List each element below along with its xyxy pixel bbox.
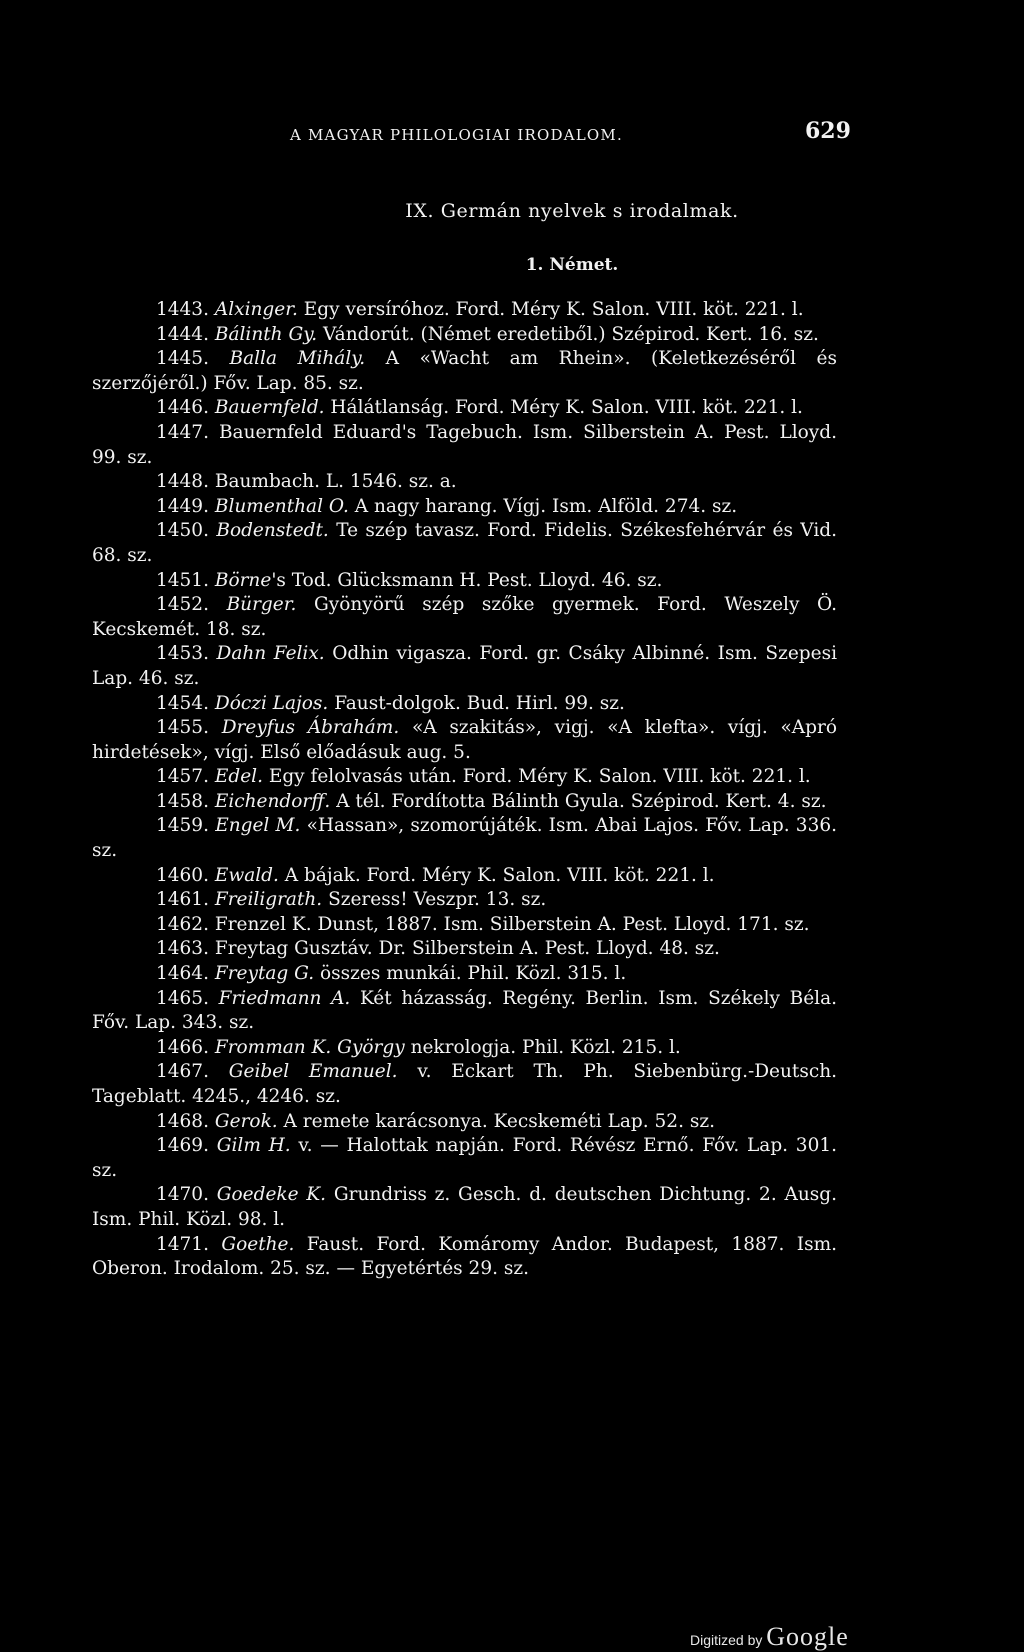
entry-number: 1447. — [156, 421, 209, 443]
bibliography-entry — [92, 421, 837, 470]
bibliography-entry — [92, 1183, 837, 1232]
entry-author: Bürger. — [226, 594, 297, 616]
bibliography-entry — [92, 519, 837, 568]
bibliography-entry — [92, 470, 837, 495]
entry-author: Fromman K. György — [214, 1036, 405, 1058]
bibliography-entry — [92, 1233, 837, 1282]
entry-number: 1448. — [156, 471, 209, 493]
bibliography-list — [92, 298, 837, 1282]
entry-author: Bauernfeld. — [214, 397, 325, 419]
chapter-title-text: IX. Germán nyelvek s irodalmak. — [405, 200, 739, 222]
entry-number: 1470. — [156, 1184, 209, 1206]
entry-number: 1449. — [156, 495, 209, 517]
entry-author: Freytag G. — [214, 963, 315, 985]
entry-text: Egy versíróhoz. Ford. Méry K. Salon. VIII. köt. 221. l. — [297, 299, 804, 320]
entry-author: Ewald. — [214, 864, 279, 886]
entry-author: Bálinth Gy. — [214, 323, 318, 345]
entry-author: Edel. — [214, 766, 263, 788]
bibliography-entry — [92, 913, 837, 938]
entry-author: Blumenthal O. — [214, 495, 349, 517]
entry-text: v. — Halottak napján. Ford. Révész Ernő. Főv. Lap. 301. sz. — [92, 1135, 837, 1181]
entry-author: Alxinger. — [214, 299, 298, 320]
running-title: A MAGYAR PHILOLOGIAI IRODALOM. — [290, 126, 623, 144]
entry-text: Faust-dolgok. Bud. Hirl. 99. sz. — [328, 692, 625, 714]
bibliography-entry — [92, 937, 837, 962]
entry-text: Faust. Ford. Komáromy Andor. Budapest, 1887. Ism. Oberon. Irodalom. 25. sz. — Egyetértés 29. sz. — [92, 1233, 837, 1280]
bibliography-entry — [92, 814, 837, 863]
section-title-text: 1. Német. — [525, 255, 619, 275]
entry-text: A «Wacht am Rhein». (Keletkezéséről és szerzőjéről.) Főv. Lap. 85. sz. — [92, 348, 837, 394]
entry-number: 1468. — [156, 1110, 209, 1132]
bibliography-entry — [92, 396, 837, 421]
entry-text: «Hassan», szomorújáték. Ism. Abai Lajos. Főv. Lap. 336. sz. — [92, 815, 837, 862]
entry-author: Dahn Felix. — [216, 643, 325, 665]
entry-text: Gyönyörű szép szőke gyermek. Ford. Weszely Ö. Kecskemét. 18. sz. — [92, 594, 837, 640]
entry-author: Geibel Emanuel. — [228, 1061, 398, 1083]
bibliography-entry — [92, 692, 837, 717]
entry-number: 1469. — [156, 1135, 209, 1157]
entry-text: Hálátlanság. Ford. Méry K. Salon. VIII. köt. 221. l. — [324, 397, 803, 419]
bibliography-entry — [92, 495, 837, 520]
page-number: 629 — [805, 118, 851, 144]
entry-text: Egy felolvasás után. Ford. Méry K. Salon. VIII. köt. 221. l. — [262, 766, 811, 788]
entry-text: A tél. Fordította Bálinth Gyula. Szépirod. Kert. 4. sz. — [330, 790, 827, 812]
entry-author: Engel M. — [215, 815, 301, 837]
entry-number: 1453. — [156, 643, 209, 665]
entry-text: Bauernfeld Eduard's Tagebuch. Ism. Silberstein A. Pest. Lloyd. 99. sz. — [92, 421, 837, 468]
entry-author: Dreyfus Ábrahám. — [221, 717, 400, 739]
entry-text: Odhin vigasza. Ford. gr. Csáky Albinné. Ism. Szepesi Lap. 46. sz. — [92, 643, 837, 689]
entry-author: Börne — [214, 569, 272, 591]
entry-number: 1457. — [156, 766, 209, 788]
bibliography-entry — [92, 864, 837, 889]
entry-author: Gilm H. — [216, 1135, 291, 1157]
entry-text: A remete karácsonya. Kecskeméti Lap. 52. sz. — [277, 1110, 715, 1132]
entry-number: 1446. — [156, 397, 209, 419]
google-logo: Google — [766, 1622, 849, 1651]
bibliography-entry — [92, 323, 837, 348]
bibliography-entry — [92, 765, 837, 790]
entry-text: A bájak. Ford. Méry K. Salon. VIII. köt. 221. l. — [278, 864, 715, 886]
entry-text: Freytag Gusztáv. Dr. Silberstein A. Pest. Lloyd. 48. sz. — [214, 938, 720, 960]
entry-text: A nagy harang. Vígj. Ism. Alföld. 274. sz. — [348, 495, 738, 517]
entry-text: «A szakitás», vigj. «A klefta». vígj. «Apró hirdetések», vígj. Első előadásuk aug. 5. — [92, 717, 837, 763]
digitized-by-footer — [690, 1622, 849, 1652]
entry-author: Friedmann A. — [218, 987, 351, 1009]
bibliography-entry — [92, 347, 837, 396]
bibliography-entry — [92, 716, 837, 765]
entry-number: 1471. — [156, 1233, 209, 1255]
entry-number: 1452. — [156, 594, 209, 616]
entry-text: nekrologja. Phil. Közl. 215. l. — [404, 1036, 681, 1058]
entry-number: 1444. — [156, 323, 209, 345]
entry-author: Eichendorff. — [214, 790, 331, 812]
entry-author: Balla Mihály. — [229, 348, 366, 370]
entry-author: Gerok. — [214, 1110, 278, 1132]
entry-number: 1461. — [156, 889, 209, 911]
bibliography-entry — [92, 1134, 837, 1183]
entry-number: 1467. — [156, 1061, 209, 1083]
entry-author: Goedeke K. — [216, 1184, 327, 1206]
section-title — [0, 255, 1024, 275]
entry-number: 1462. — [156, 913, 209, 935]
entry-text: Te szép tavasz. Ford. Fidelis. Székesfehérvár és Vid. 68. sz. — [92, 520, 837, 566]
entry-text: Frenzel K. Dunst, 1887. Ism. Silberstein A. Pest. Lloyd. 171. sz. — [214, 913, 810, 935]
entry-number: 1463. — [156, 938, 209, 960]
entry-number: 1459. — [156, 815, 209, 837]
bibliography-entry — [92, 790, 837, 815]
entry-number: 1454. — [156, 692, 209, 714]
entry-text: Vándorút. (Német eredetiből.) Szépirod. Kert. 16. sz. — [317, 323, 819, 345]
bibliography-entry — [92, 1036, 837, 1061]
entry-text: összes munkái. Phil. Közl. 315. l. — [314, 963, 627, 985]
entry-author: Dóczi Lajos. — [214, 692, 329, 714]
entry-text: 's Tod. Glücksmann H. Pest. Lloyd. 46. sz. — [271, 569, 663, 591]
bibliography-entry — [92, 962, 837, 987]
entry-author: Freiligrath. — [214, 889, 323, 911]
bibliography-entry — [92, 1110, 837, 1135]
entry-text: Baumbach. L. 1546. sz. a. — [214, 471, 457, 493]
entry-number: 1455. — [156, 717, 209, 739]
bibliography-entry — [92, 298, 837, 323]
entry-number: 1464. — [156, 963, 209, 985]
entry-number: 1458. — [156, 790, 209, 812]
entry-number: 1443. — [156, 299, 209, 320]
bibliography-entry — [92, 593, 837, 642]
entry-text: Grundriss z. Gesch. d. deutschen Dichtung. 2. Ausg. Ism. Phil. Közl. 98. l. — [92, 1184, 837, 1230]
entry-number: 1466. — [156, 1036, 209, 1058]
digitized-label: Digitized by — [690, 1632, 763, 1648]
entry-number: 1450. — [156, 520, 209, 542]
bibliography-entry — [92, 569, 837, 594]
bibliography-entry — [92, 888, 837, 913]
bibliography-entry — [92, 642, 837, 691]
entry-text: v. Eckart Th. Ph. Siebenbürg.-Deutsch. Tageblatt. 4245., 4246. sz. — [92, 1061, 837, 1107]
entry-author: Goethe. — [221, 1233, 295, 1255]
entry-text: Két házasság. Regény. Berlin. Ism. Székely Béla. Főv. Lap. 343. sz. — [92, 987, 837, 1034]
entry-number: 1451. — [156, 569, 209, 591]
running-head — [0, 118, 1024, 154]
chapter-title — [0, 200, 1024, 222]
entry-number: 1445. — [156, 348, 209, 370]
entry-number: 1465. — [156, 987, 209, 1009]
entry-author: Bodenstedt. — [216, 520, 329, 542]
entry-number: 1460. — [156, 864, 209, 886]
bibliography-entry — [92, 1060, 837, 1109]
entry-text: Szeress! Veszpr. 13. sz. — [322, 889, 547, 911]
bibliography-entry — [92, 987, 837, 1036]
